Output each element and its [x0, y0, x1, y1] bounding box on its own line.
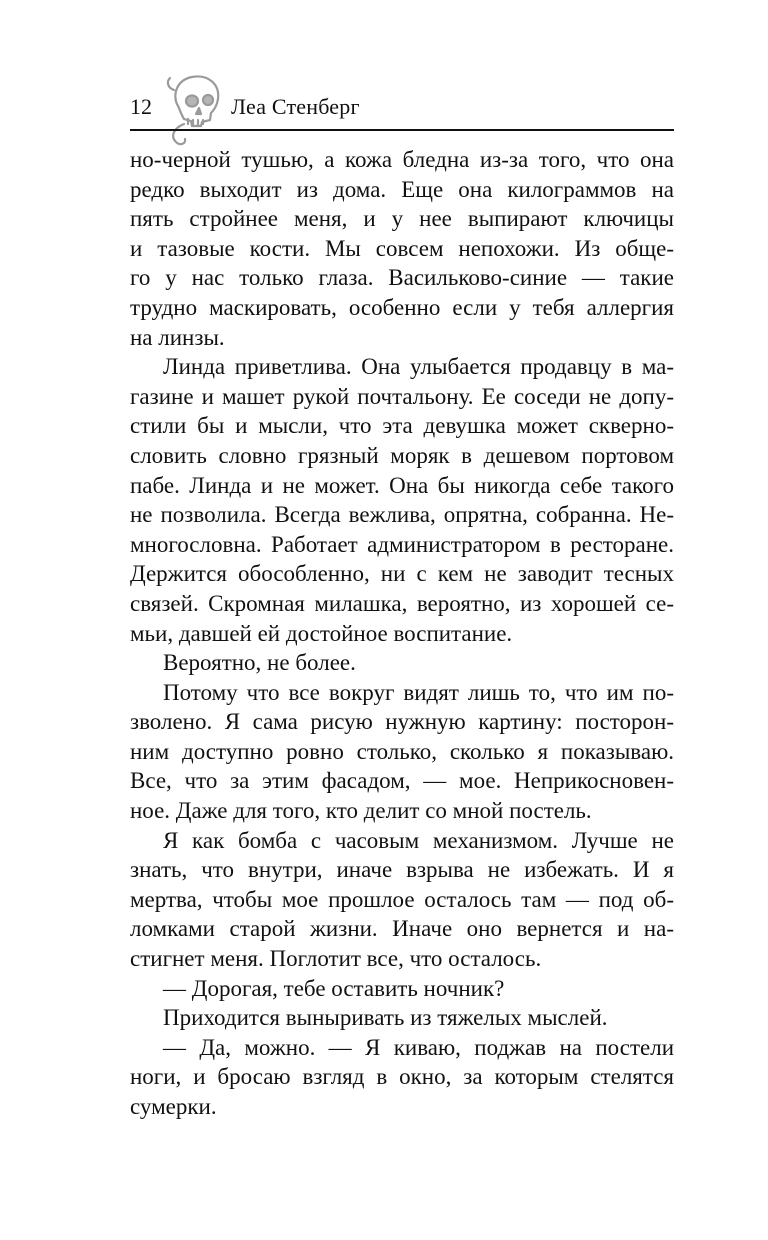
text-line: Я как бомба с часовым механизмом. Лучше не: [163, 827, 674, 853]
text-line: ное. Даже для того, кто делит со мной постель.: [130, 798, 592, 824]
text-line: Все, что за этим фасадом, — мое. Неприкосновен-: [130, 768, 674, 794]
body-text: [130, 145, 674, 1122]
text-line: — Да, можно. — Я киваю, поджав на постели: [163, 1034, 674, 1060]
text-line: го у нас только глаза. Васильково-синие — такие: [130, 265, 674, 291]
text-line: многословна. Работает администратором в ресторане.: [130, 531, 674, 557]
text-line: Приходится выныривать из тяжелых мыслей.: [163, 1005, 608, 1031]
text-line: мертва, чтобы мое прошлое осталось там — под об-: [130, 886, 674, 912]
text-line: газине и машет рукой почтальону. Ее соседи не допу-: [130, 383, 674, 409]
text-line: пабе. Линда и не может. Она бы никогда себе такого: [130, 472, 674, 498]
skull-ornament-icon: [164, 68, 226, 150]
text-line: словить словно грязный моряк в дешевом портовом: [130, 442, 674, 468]
text-line: — Дорогая, тебе оставить ночник?: [163, 975, 505, 1001]
text-line: не позволила. Всегда вежлива, опрятна, собранна. Не-: [130, 502, 674, 528]
header-rule: [130, 129, 674, 131]
text-line: редко выходит из дома. Еще она килограммов на: [130, 176, 674, 202]
text-line: сумерки.: [130, 1094, 217, 1119]
page-header: [128, 64, 674, 134]
text-line: Линда приветлива. Она улыбается продавцу в ма-: [163, 354, 674, 380]
text-line: Потому что все вокруг видят лишь то, что им по-: [163, 679, 674, 705]
text-line: и тазовые кости. Мы совсем непохожи. Из обще-: [130, 235, 674, 261]
text-line: Вероятно, не более.: [163, 650, 356, 676]
page-number: 12: [130, 94, 152, 119]
text-line: стигнет меня. Поглотит все, что осталось.: [130, 946, 542, 972]
text-line: Держится обособленно, ни с кем не заводит тесных: [130, 561, 674, 587]
text-line: ломками старой жизни. Иначе оно вернется и на-: [130, 916, 674, 942]
running-head-author: Леа Стенберг: [231, 94, 360, 119]
text-line: стили бы и мысли, что эта девушка может скверно-: [130, 413, 674, 439]
text-line: знать, что внутри, иначе взрыва не избежать. И я: [130, 857, 674, 883]
text-line: трудно маскировать, особенно если у тебя аллергия: [130, 294, 674, 320]
text-line: ним доступно ровно столько, сколько я показываю.: [130, 738, 674, 764]
text-line: пять стройнее меня, и у нее выпирают ключицы: [130, 206, 674, 232]
text-line: но-черной тушью, а кожа бледна из-за того, что она: [130, 147, 674, 172]
text-line: на линзы.: [130, 324, 225, 350]
text-line: связей. Скромная милашка, вероятно, из хорошей се-: [130, 590, 674, 616]
text-line: зволено. Я сама рисую нужную картину: посторон-: [130, 709, 674, 735]
text-line: ноги, и бросаю взгляд в окно, за которым стелятся: [130, 1064, 674, 1090]
text-line: мьи, давшей ей достойное воспитание.: [130, 620, 513, 646]
